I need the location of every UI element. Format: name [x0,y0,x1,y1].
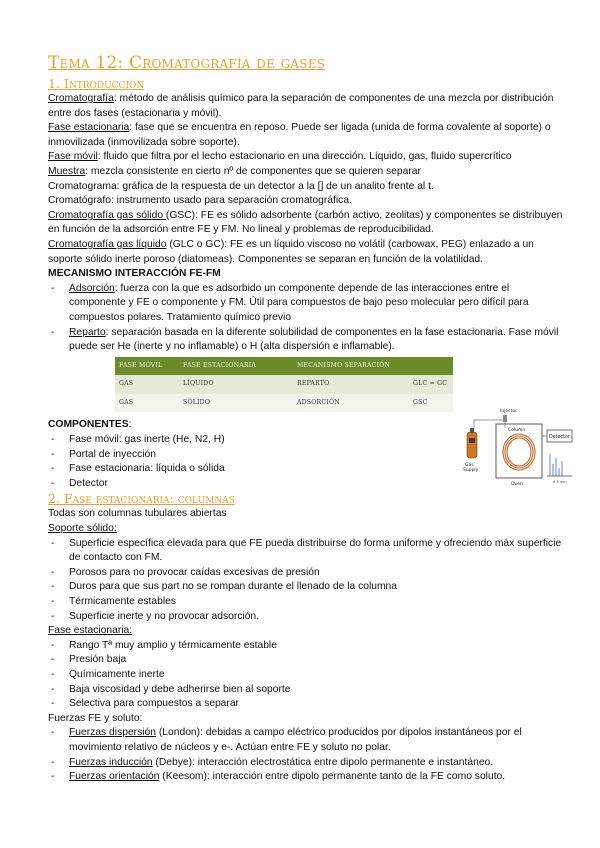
table-cell: SÓLIDO [179,394,293,413]
list-item: - Duros para que sus part no se rompan durante el llenado de la columna [48,580,568,595]
definition-text: : fase que se encuentra en reposo. Puede ser ligada (unida de forma covalente al soporte) o inmovilizada (inmovilizada sobre soporte). [48,122,551,148]
list-item: - Porosos para no provocar caídas excesivas de presión [48,566,568,581]
injector-icon [503,415,507,422]
fuerzas-heading: Fuerzas FE y soluto: [48,712,143,724]
section-heading-columnas: 2. Fase estacionaria: columnas [48,491,235,507]
list-item: - Fase estacionaria: líquida o sólida [48,462,568,477]
section-heading-introduccion: 1. Introducción [48,76,145,91]
soporte-heading: Soporte sólido: [48,523,117,535]
list-item: - Selectiva para compuestos a separar [48,697,568,712]
term: Muestra [48,165,86,177]
list-item: - Baja viscosidad y debe adherirse bien al soporte [48,683,568,698]
fuerzas-list [48,726,568,784]
soporte-list [48,537,568,625]
definition-text: (GLC o GC): FE es un líquido viscoso no volátil (carbowax, PEG) enlazado a un soporte sólido inerte poroso (diatomeas). Componentes se separan en función de la volatilidad. [48,238,534,265]
columns-intro: Todas son columnas tubulares abiertas [48,508,227,520]
fase-estacionaria-heading: Fase estacionaria: [48,625,133,637]
table-header-row [115,357,453,376]
term: Fuerzas inducción [69,756,153,768]
list-item [48,756,568,771]
definition-cromatografia [48,92,568,121]
table-cell: GSC [409,394,453,413]
table-cell: GAS [115,375,179,394]
table-header: MECANISMO SEPARACIÓN [293,357,409,376]
list-item: - Fase móvil: gas inerte (He, N2, H) [48,433,568,448]
document-page [48,52,568,785]
list-item: - Térmicamente estables [48,595,568,610]
definition-fase-movil [48,150,568,165]
term: Fase móvil [48,151,98,163]
item-text: : separación basada en la diferente solubilidad de componentes en la fase estacionaria. Fase móvil puede ser He (inerte y no inflamable) o H (alta dispersión e inflamable). [69,326,559,353]
page-title: Tema 12: Cromatografía de gases [48,53,326,73]
definition-text: : fluido que filtra por el lecho estacionario en una dirección. Líquido, gas, fluido supercrítico [97,151,512,163]
table-row [115,375,453,394]
list-item [48,770,568,785]
list-item: - Químicamente inerte [48,668,568,683]
gas-chromatograph-diagram [443,406,573,494]
gas-label: Gas [465,463,474,469]
list-item [48,726,568,755]
term: Reparto [69,326,106,338]
definition-text: Cromatógrafo: instrumento usado para separación cromatográfica. [48,195,352,207]
item-text: : fuerza con la que es adsorbido un componente depende de las interacciones entre el componente y FE o componente y FM. Útil para compuestos de bajo peso molecular pero difícil para compuestos polares. Tratamiento químico previo [69,282,529,323]
term: Fuerzas dispersión [69,727,156,739]
definition-text: : método de análisis químico para la separación de componentes de una mezcla por distribución entre dos fases (estacionaria y móvil). [48,93,554,119]
oven-label: Oven [511,482,523,488]
fase-estacionaria-list [48,639,568,712]
definition-text: Cromatograma: gráfica de la respuesta de un detector a la [] de un analito frente al t. [48,180,434,192]
definition-text: (GSC): FE es sólido adsorbente (carbón activo, zeolitas) y componentes se distribuyen en función de la adsorción entre FE y FM. No lineal y problemas de reproducibilidad. [48,209,563,236]
item-text: (London): debidas a campo eléctrico producidos por dipolos instantáneos por el movimiento relativo de núcleos y e-. Actúan entre FE y soluto no polar. [69,727,522,753]
term: Cromatografía gas líquido [48,238,167,250]
list-item [48,282,568,326]
componentes-heading-text: COMPONENTES [48,419,129,431]
table-cell: LÍQUIDO [179,375,293,394]
definition-text: : mezcla consistente en cierto nº de componentes que se quieren separar [85,165,421,177]
table-cell: ADSORCIÓN [293,394,409,413]
chromatogram-icon [547,454,572,476]
column-coil-icon [503,434,535,470]
term: Adsorción [69,282,115,294]
table-header: FASE MÓVIL [115,357,179,376]
detector-label: Detector [549,435,570,441]
definition-cromatografo [48,194,568,209]
term: Cromatografía [48,93,114,104]
definition-glc [48,238,568,267]
term: Cromatografía gas sólido [48,209,166,221]
table-cell: GAS [115,394,179,413]
componentes-colon: : [128,419,132,431]
table-cell: REPARTO [293,375,409,394]
supply-label: Supply [463,468,479,474]
item-text: (Keesom): interacción entre dipolo permanente tanto de la FE como soluto. [159,771,506,783]
list-item [48,326,568,355]
list-item: - Detector [48,477,568,492]
list-item: - Portal de inyección [48,448,568,463]
term: Fase estacionaria [48,122,130,134]
definition-gsc [48,209,568,238]
componentes-block [48,409,570,491]
list-item: - Rango Tª muy amplio y térmicamente estable [48,639,568,654]
term: Fuerzas orientación [69,771,160,783]
gas-cylinder-icon [467,428,477,458]
list-item: - Superficie inerte y no provocar adsorción. [48,610,568,625]
item-text: (Debye): interacción electrostática entre dipolo permanente e instantáneo. [152,756,494,768]
mecanismo-list [48,282,568,355]
table-cell: GLC = GC [409,375,453,394]
injector-label: Injector [500,409,518,415]
column-label: Column [508,428,526,434]
list-item: - Presión baja [48,653,568,668]
mecanismo-heading: MECANISMO INTERACCIÓN FE-FM [48,268,221,280]
table-row [115,394,453,413]
time-axis-label: 4 5 min [553,480,567,485]
list-item: - Superficie específica elevada para que FE pueda distribuirse do forma uniforme y ofreciendo máx superficie de contacto con FM. [48,537,568,566]
table-header: FASE ESTACIONARIA [179,357,293,376]
definition-cromatograma [48,180,568,195]
definition-muestra [48,165,568,180]
table-header [409,357,453,376]
mechanism-table [115,357,453,413]
definition-fase-estacionaria [48,121,568,150]
